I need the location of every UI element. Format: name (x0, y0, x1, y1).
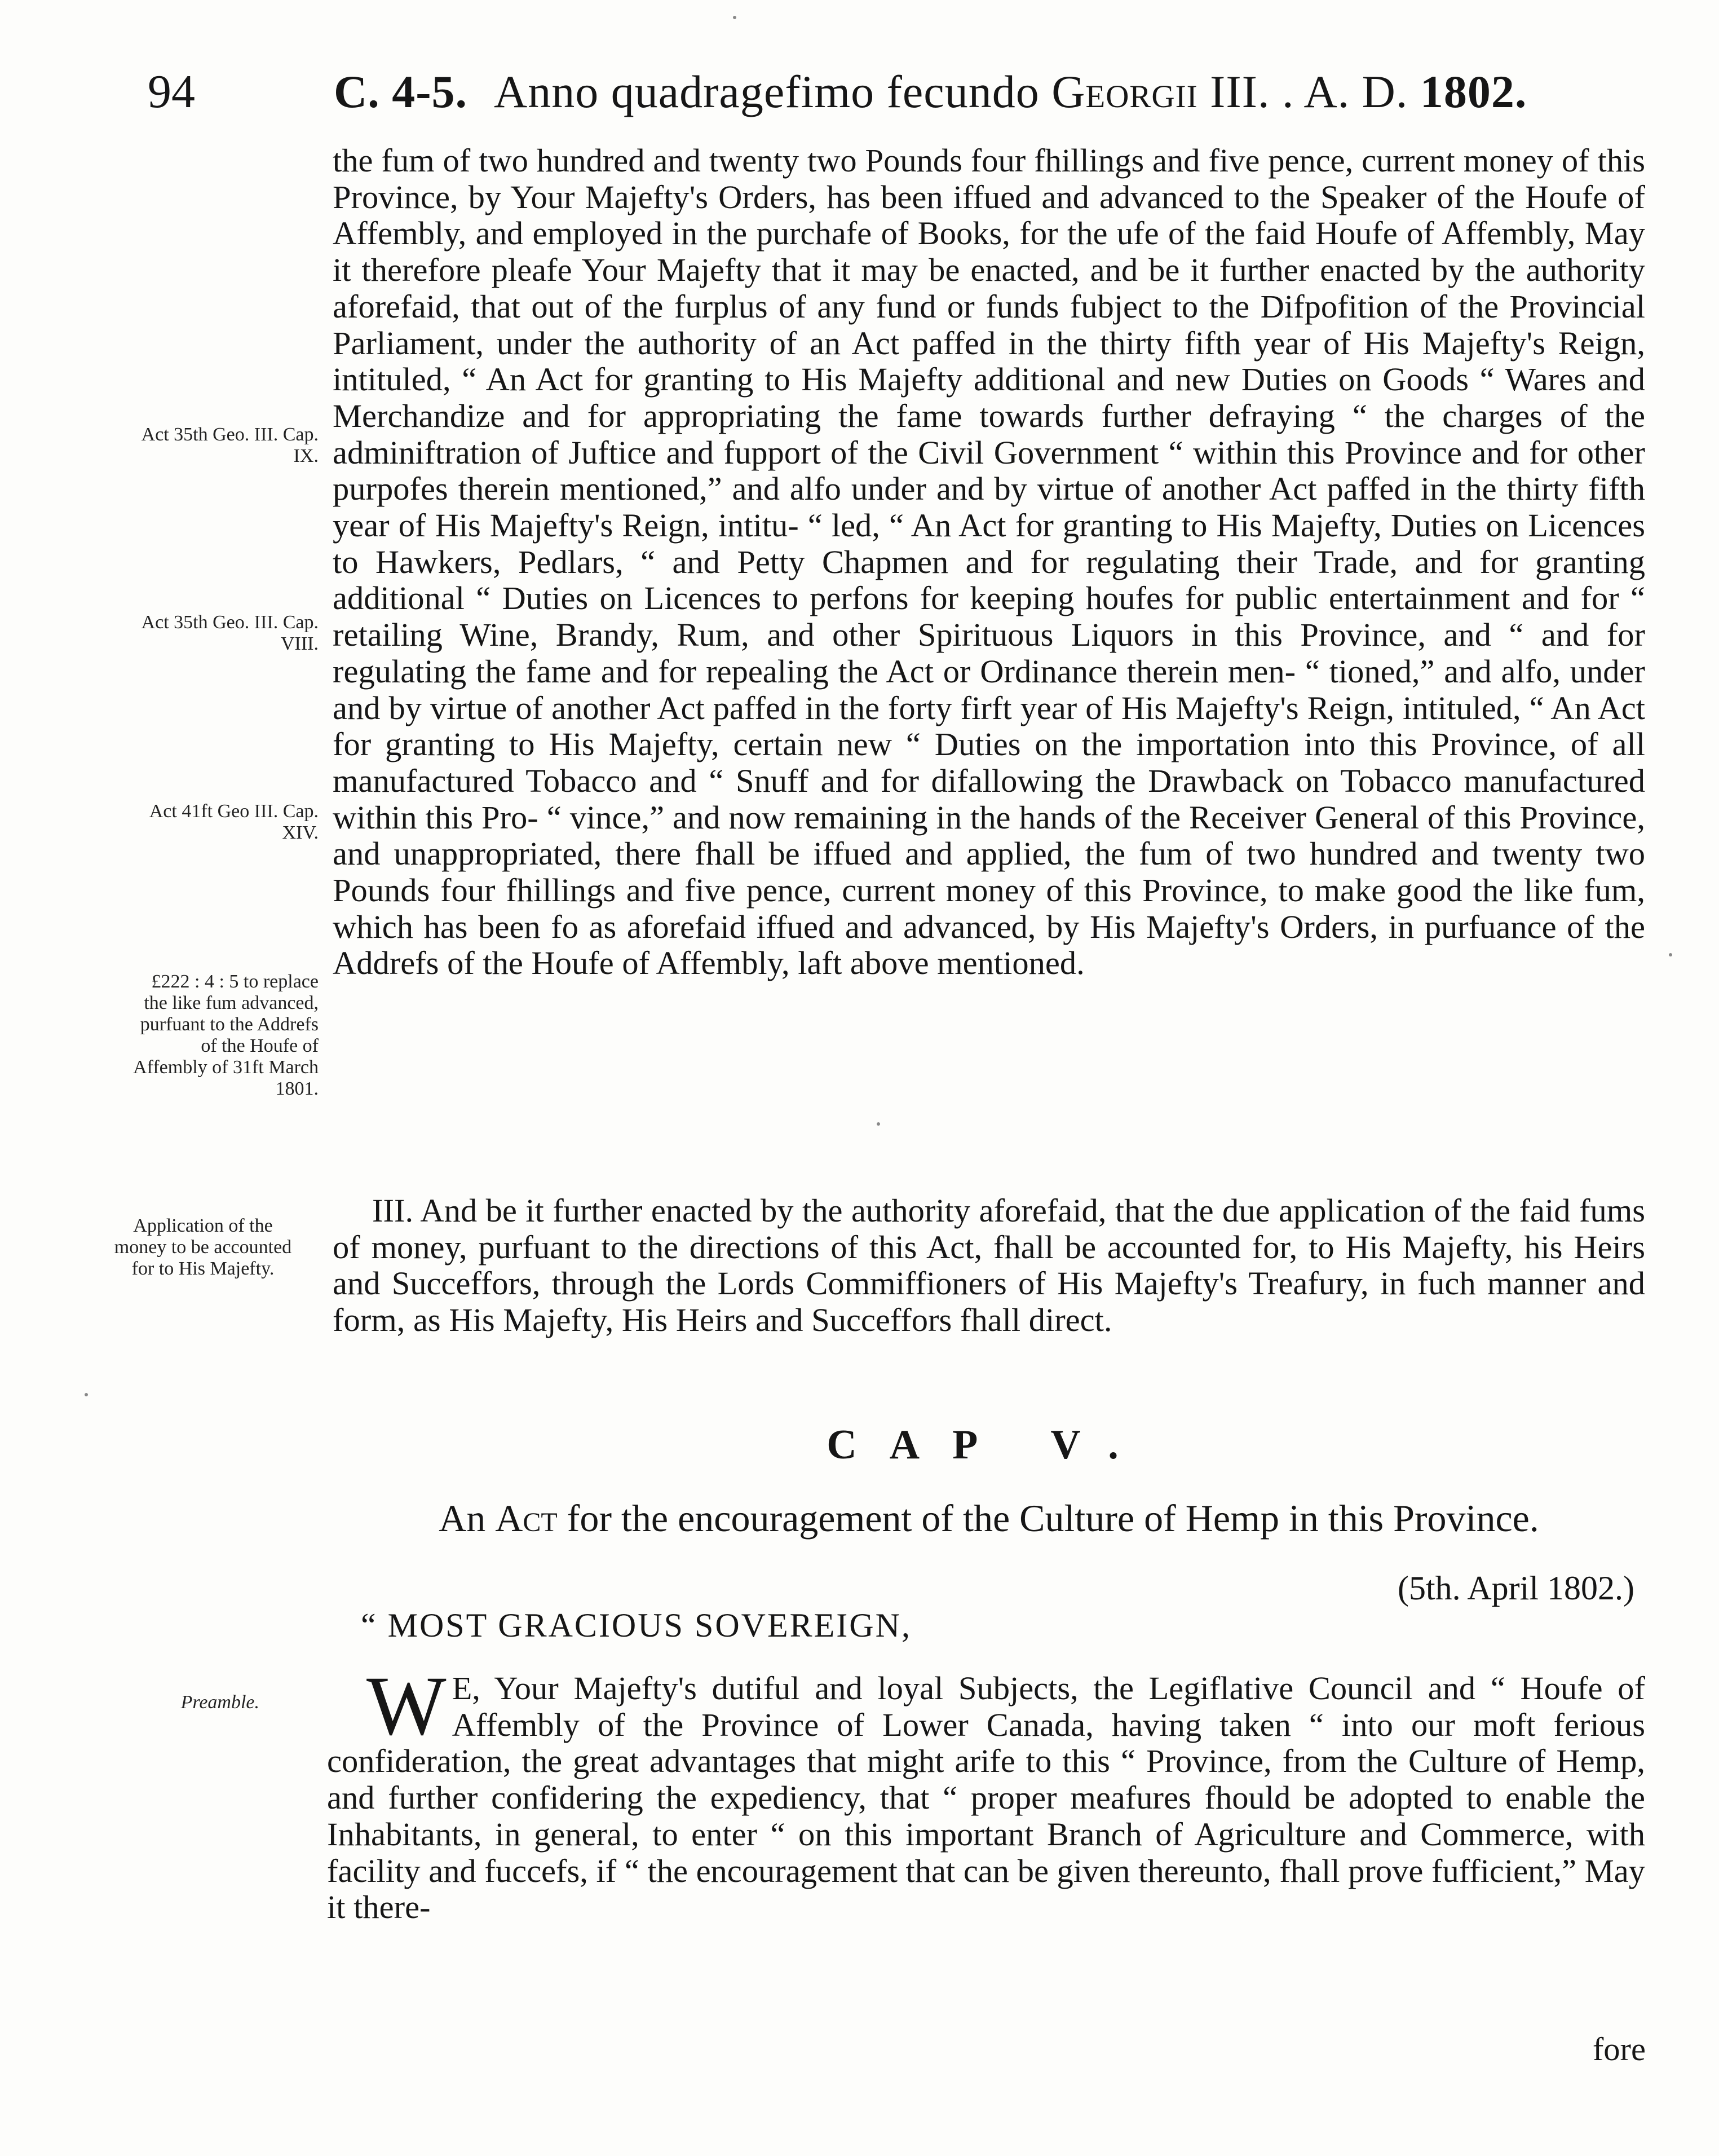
running-head-title: Anno quadragefimo fecundo (494, 66, 1040, 117)
chapter-heading: CAP V. (827, 1422, 1151, 1468)
act-title-act: Act (495, 1497, 558, 1540)
act-title-an: An (439, 1497, 486, 1540)
preamble-text (327, 1659, 1645, 1926)
chapter-range: C. 4-5. (334, 66, 468, 117)
section-iii-text (333, 1193, 1645, 1339)
preamble-body: E, Your Majefty's dutiful and loyal Subjects, the Legiflative Council and “ Houfe of Affembly of the Province of Lower Canada, having taken “ into our moft ferious confideration, the great advantages that might arife to this “ Province, from the Culture of Hemp, and further confidering the expediency, that “ proper meafures fhould be adopted to enable the Inhabitants, in general, to enter “ on this important Branch of Agriculture and Commerce, with facility and fuccefs, if “ the encouragement that can be given thereunto, fhall prove fufficient,” May it there- (327, 1670, 1645, 1926)
margin-note-preamble: Preamble. (180, 1692, 259, 1713)
margin-note-application: Application of the money to be accounted for to His Majefty. (114, 1215, 292, 1279)
body-paragraph-1: the fum of two hundred and twenty two Pounds four fhillings and five pence, current money of this Province, by Your Majefty's Orders, has been iffued and advanced to the Speaker of the Houfe of Affembly, and employed in the purchafe of Books, for the ufe of the faid Houfe of Affembly, May it therefore pleafe Your Majefty that it may be enacted, and be it further enacted by the authority aforefaid, that out of the furplus of any fund or funds fubject to the Difpofition of the Provincial Parliament, under the authority of an Act paffed in the thirty fifth year of His Majefty's Reign, intituled, “ An Act for granting to His Majefty additional and new Duties on Goods “ Wares and Merchandize and for appropriating the fame towards further defraying “ the charges of the adminiftration of Juftice and fupport of the Civil Government “ within this Province and for other purpofes therein mentioned,” and alfo under and by virtue of another Act paffed in the thirty fifth year of His Majefty's Reign, intitu- “ led, “ An Act for granting to His Majefty, Duties on Licences to Hawkers, Pedlars, “ and Petty Chapmen and for regulating their Trade, and for granting additional “ Duties on Licences to perfons for keeping houfes for public entertainment and for “ retailing Wine, Brandy, Rum, and other Spirituous Liquors in this Province, and “ and for regulating the fame and for repealing the Act or Ordinance therein men- “ tioned,” and alfo, under and by virtue of another Act paffed in the forty firft year of His Majefty's Reign, intituled, “ An Act for granting to His Majefty, certain new “ Duties on the importation into this Province, of all manufactured Tobacco and “ Snuff and for difallowing the Drawback on Tobacco manufactured within this Pro- “ vince,” and now remaining in the hands of the Receiver General of this Province, and unappropriated, there fhall be iffued and applied, the fum of two hundred and twenty two Pounds four fhillings and five pence, current money of this Province, to make good the like fum, which has been fo as aforefaid iffued and advanced, by His Majefty's Orders, in purfuance of the Addrefs of the Houfe of Affembly, laft above mentioned. (333, 142, 1645, 982)
scan-speck (1669, 953, 1672, 956)
margin-note-act-35-ix: Act 35th Geo. III. Cap. IX. (141, 424, 319, 466)
body-paragraph-2: III. And be it further enacted by the authority aforefaid, that the due application of the faid fums of money, purfuant to the directions of this Act, fhall be accounted for, to His Majefty, his Heirs and Succeffors, through the Lords Commiffioners of His Majefty's Treafury, in fuch manner and form, as His Majefty, His Heirs and Succeffors fhall direct. (333, 1192, 1645, 1339)
scan-speck (85, 1393, 88, 1396)
act-title (333, 1496, 1645, 1541)
scan-speck (877, 1122, 880, 1126)
margin-note-act-35-viii: Act 35th Geo. III. Cap. VIII. (141, 612, 319, 654)
act-title-rest: for the encouragement of the Culture of Hemp in this Province. (567, 1497, 1539, 1540)
running-head-year: 1802. (1420, 66, 1527, 117)
act-date: (5th. April 1802.) (1398, 1569, 1634, 1607)
scan-speck (733, 16, 736, 19)
running-head-ad: . A. D. (1281, 66, 1408, 117)
section-ii-text (333, 143, 1645, 982)
running-head (334, 61, 1659, 123)
margin-note-act-41-xiv: Act 41ft Geo III. Cap. XIV. (149, 801, 319, 843)
page-header (148, 61, 1659, 123)
page-number: 94 (148, 65, 195, 118)
catchword: fore (1592, 2031, 1646, 2067)
drop-cap: W (366, 1659, 447, 1753)
running-head-king: Georgii III. (1051, 66, 1270, 117)
margin-note-replacement-sum: £222 : 4 : 5 to replace the like fum advanced, purfuant to the Addrefs of the Houfe of Affembly of 31ft March 1801. (133, 971, 319, 1099)
salutation: “ MOST GRACIOUS SOVEREIGN, (361, 1607, 912, 1644)
